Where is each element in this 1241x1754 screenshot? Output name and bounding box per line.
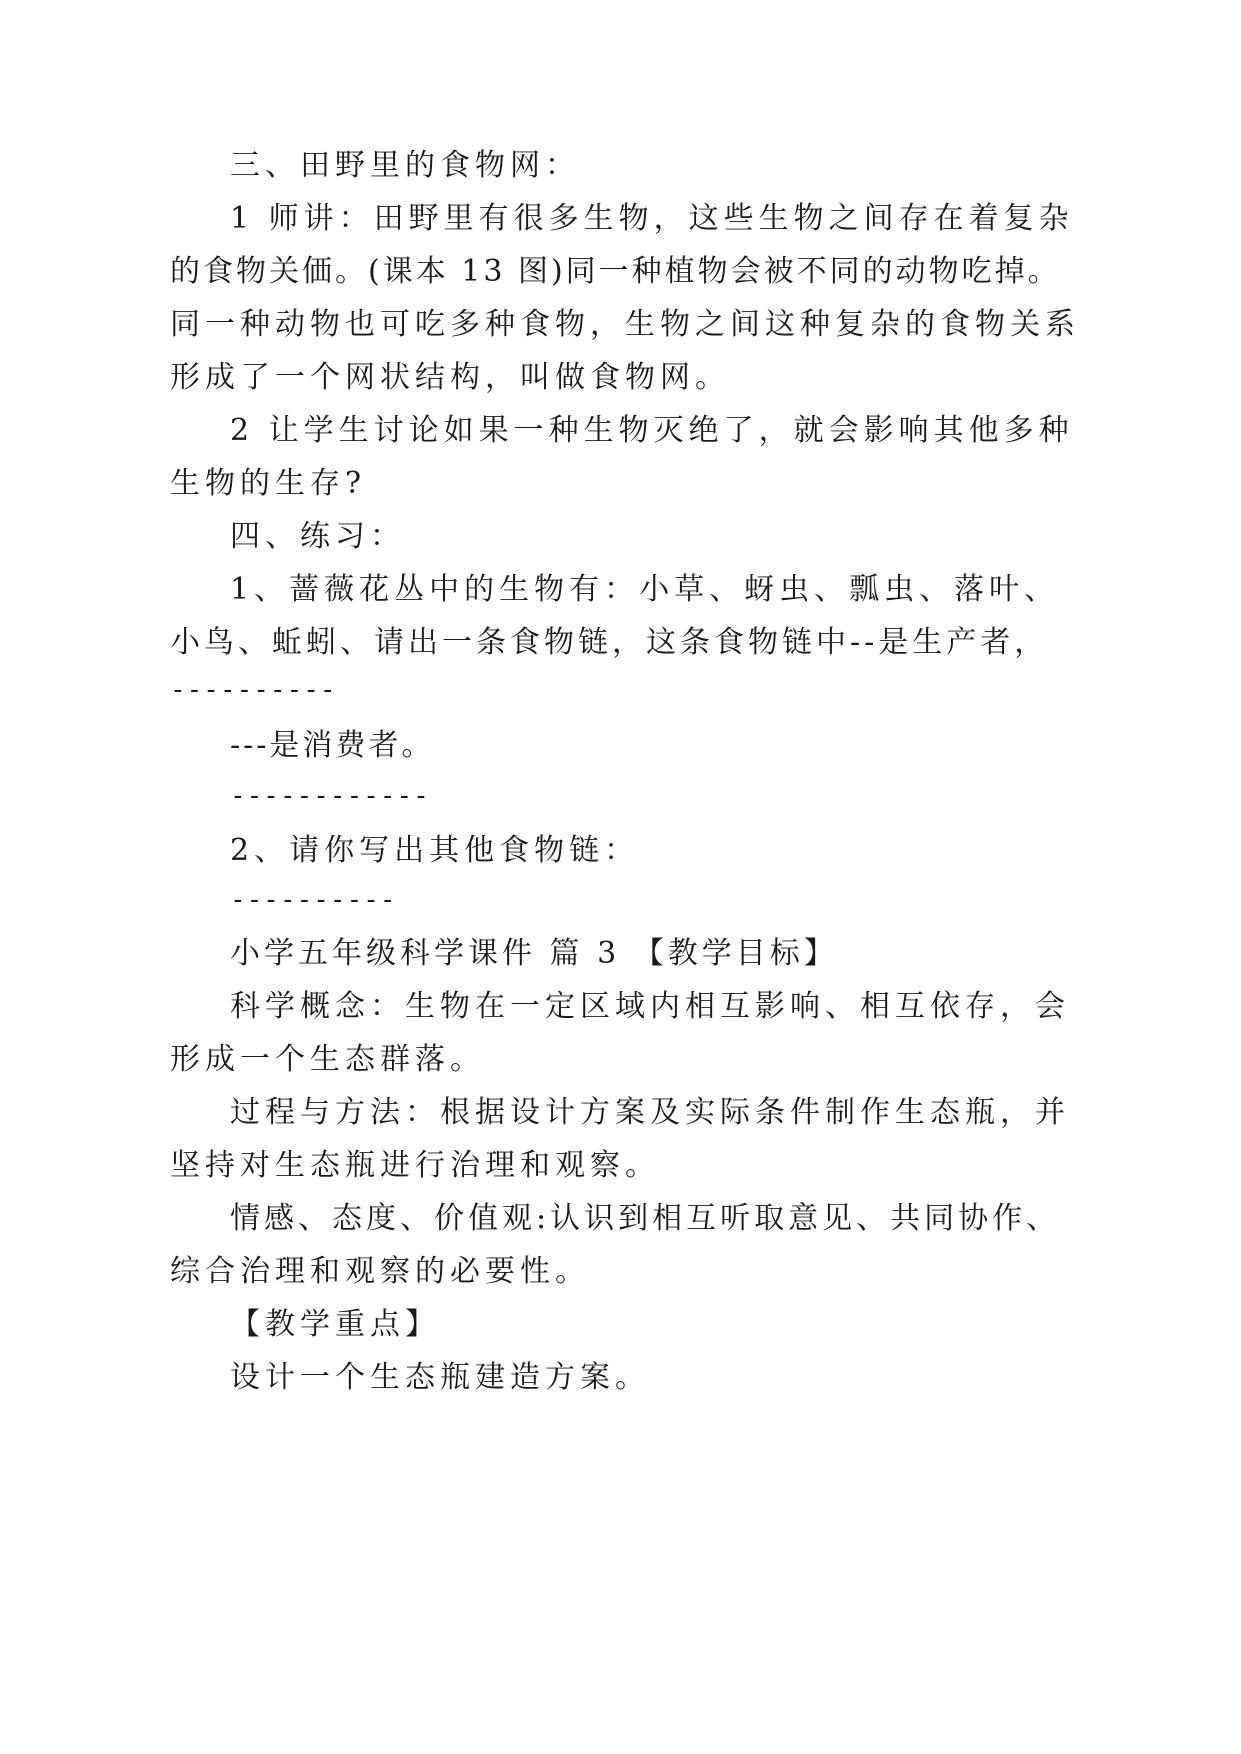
paragraph-line: 科学概念：生物在一定区域内相互影响、相互依存，会 — [230, 989, 1070, 1024]
paragraph-line: 情感、态度、价值观:认识到相互听取意见、共同协作、 — [230, 1201, 1061, 1236]
answer-blank: ------------ — [230, 781, 430, 811]
paragraph-line: 小鸟、蚯蚓、请出一条食物链，这条食物链中--是生产者， — [170, 625, 1049, 660]
section-heading-key-points: 【教学重点】 — [230, 1307, 440, 1342]
paragraph-line: 2 让学生讨论如果一种生物灭绝了，就会影响其他多种 — [230, 413, 1074, 448]
paragraph-line: 1、蔷薇花丛中的生物有：小草、蚜虫、瓢虫、落叶、 — [230, 572, 1060, 607]
paragraph-line: 坚持对生态瓶进行治理和观察。 — [170, 1148, 660, 1183]
paragraph-line: 1 师讲：田野里有很多生物，这些生物之间存在着复杂 — [230, 201, 1074, 236]
paragraph-line: 形成了一个网状结构，叫做食物网。 — [170, 360, 730, 395]
paragraph-line: 过程与方法：根据设计方案及实际条件制作生态瓶，并 — [230, 1095, 1070, 1130]
paragraph-line: 生物的生存? — [170, 466, 367, 501]
answer-blank: ---------- — [170, 675, 337, 705]
paragraph-line: 同一种动物也可吃多种食物，生物之间这种复杂的食物关系 — [170, 307, 1080, 342]
section-heading-exercise: 四、练习： — [230, 519, 405, 554]
paragraph-line: 的食物关価。(课本 13 图)同一种植物会被不同的动物吃掉。 — [170, 254, 1061, 289]
paragraph-line: 2、请你写出其他食物链： — [230, 833, 640, 868]
section-heading-food-web: 三、田野里的食物网： — [230, 148, 580, 183]
paragraph-line: 设计一个生态瓶建造方案。 — [230, 1360, 650, 1395]
answer-blank: ---------- — [230, 885, 397, 915]
paragraph-line: ---是消费者。 — [230, 728, 435, 763]
paragraph-line: 综合治理和观察的必要性。 — [170, 1254, 590, 1289]
lesson-title: 小学五年级科学课件 篇 3 【教学目标】 — [230, 936, 838, 971]
paragraph-line: 形成一个生态群落。 — [170, 1042, 485, 1077]
